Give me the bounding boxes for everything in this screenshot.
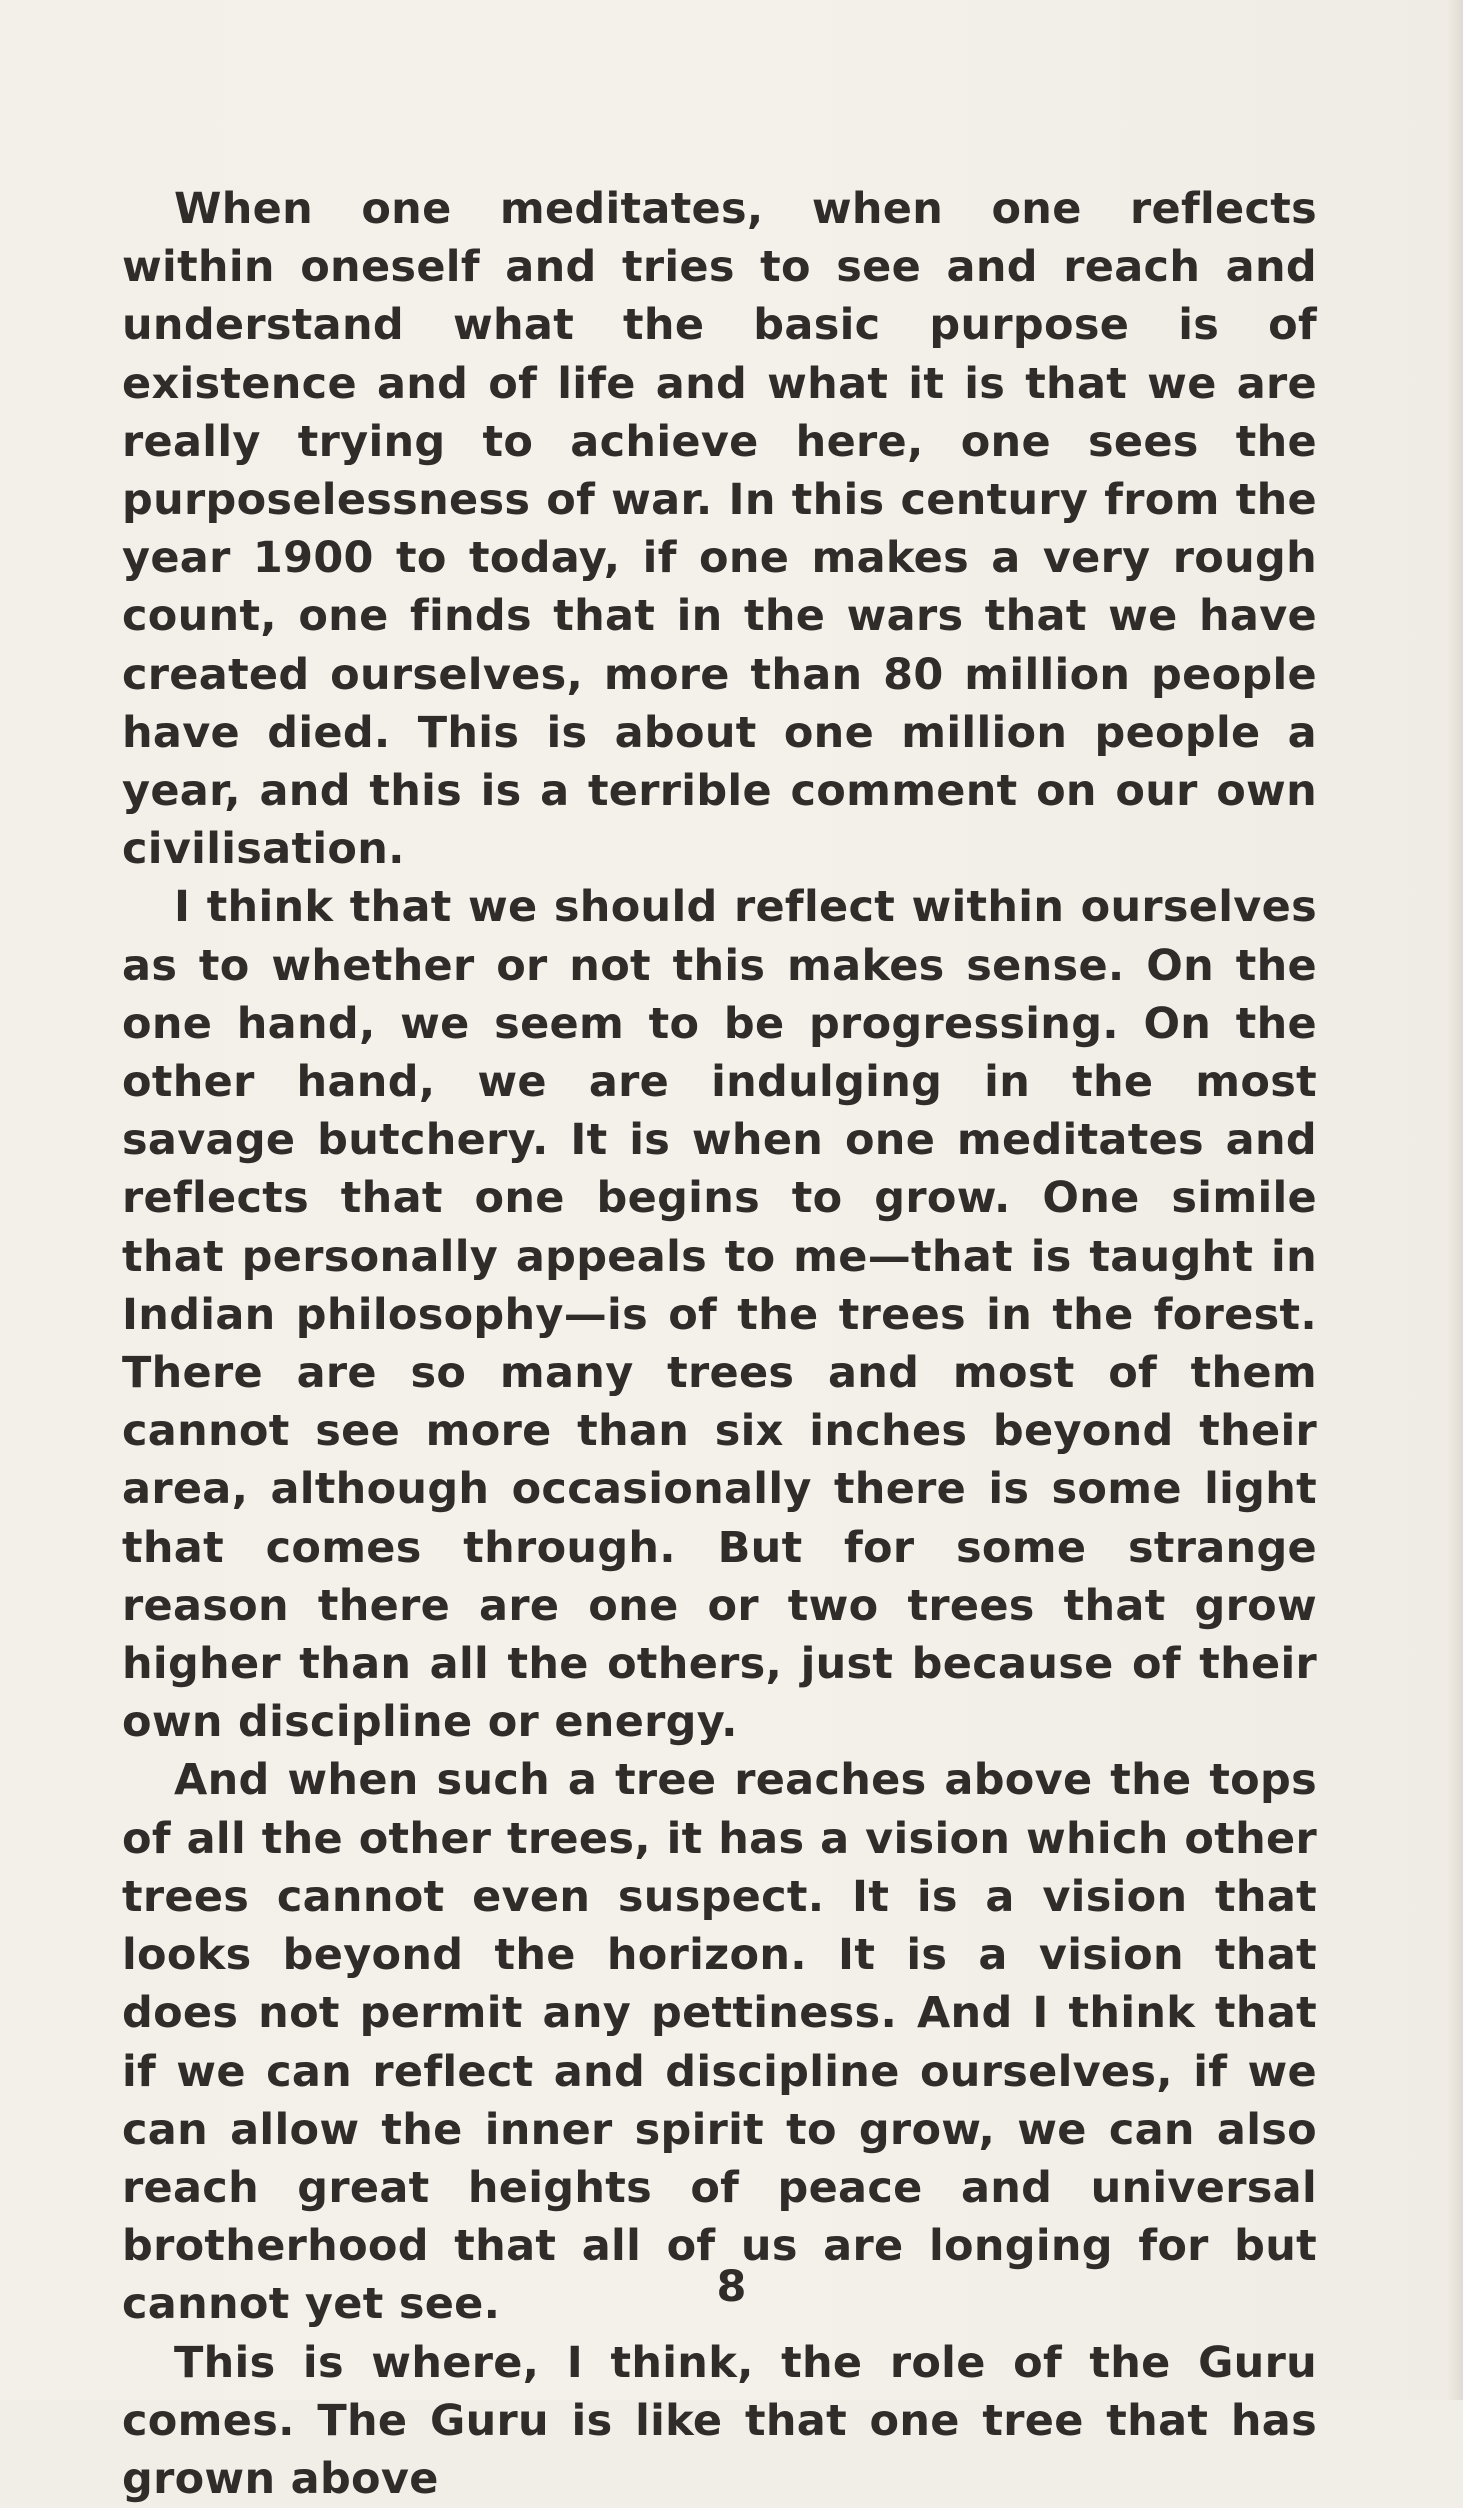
paragraph-1: When one meditates, when one reflects within oneself and tries to see and reach and understand what the basic purpose is of existence and of life and what it is that we are really trying to achieve here, one sees the purposelessness of war. In this century from the year 1900 to today, if one makes a very rough count, one finds that in the wars that we have created ourselves, more than 80 million people have died. This is about one million people a year, and this is a terrible comment on our own civilisation. [122,184,1317,875]
paragraph-2: I think that we should reflect within ourselves as to whether or not this makes sense. On the one hand, we seem to be progressing. On the other hand, we are indulging in the most savage butchery. It is when one meditates and reflects that one begins to grow. One simile that personally appeals to me—that is taught in Indian philosophy—is of the trees in the forest. There are so many trees and most of them cannot see more than six inches beyond their area, although occasionally there is some light that comes through. But for some strange reason there are one or two trees that grow higher than all the others, just because of their own discipline or energy. [122,882,1317,1748]
page-edge-shadow [1447,0,1463,2400]
paragraph-4: This is where, I think, the role of the Guru comes. The Guru is like that one tree that has grown above [122,2337,1317,2504]
body-text [122,180,1317,2508]
paragraph-3: And when such a tree reaches above the tops of all the other trees, it has a vision which other trees cannot even suspect. It is a vision that looks beyond the horizon. It is a vision that does not permit any pettiness. And I think that if we can reflect and discipline ourselves, if we can allow the inner spirit to grow, we can also reach great heights of peace and universal brotherhood that all of us are longing for but cannot yet see. [122,1755,1317,2330]
page-number: 8 [716,2262,747,2312]
